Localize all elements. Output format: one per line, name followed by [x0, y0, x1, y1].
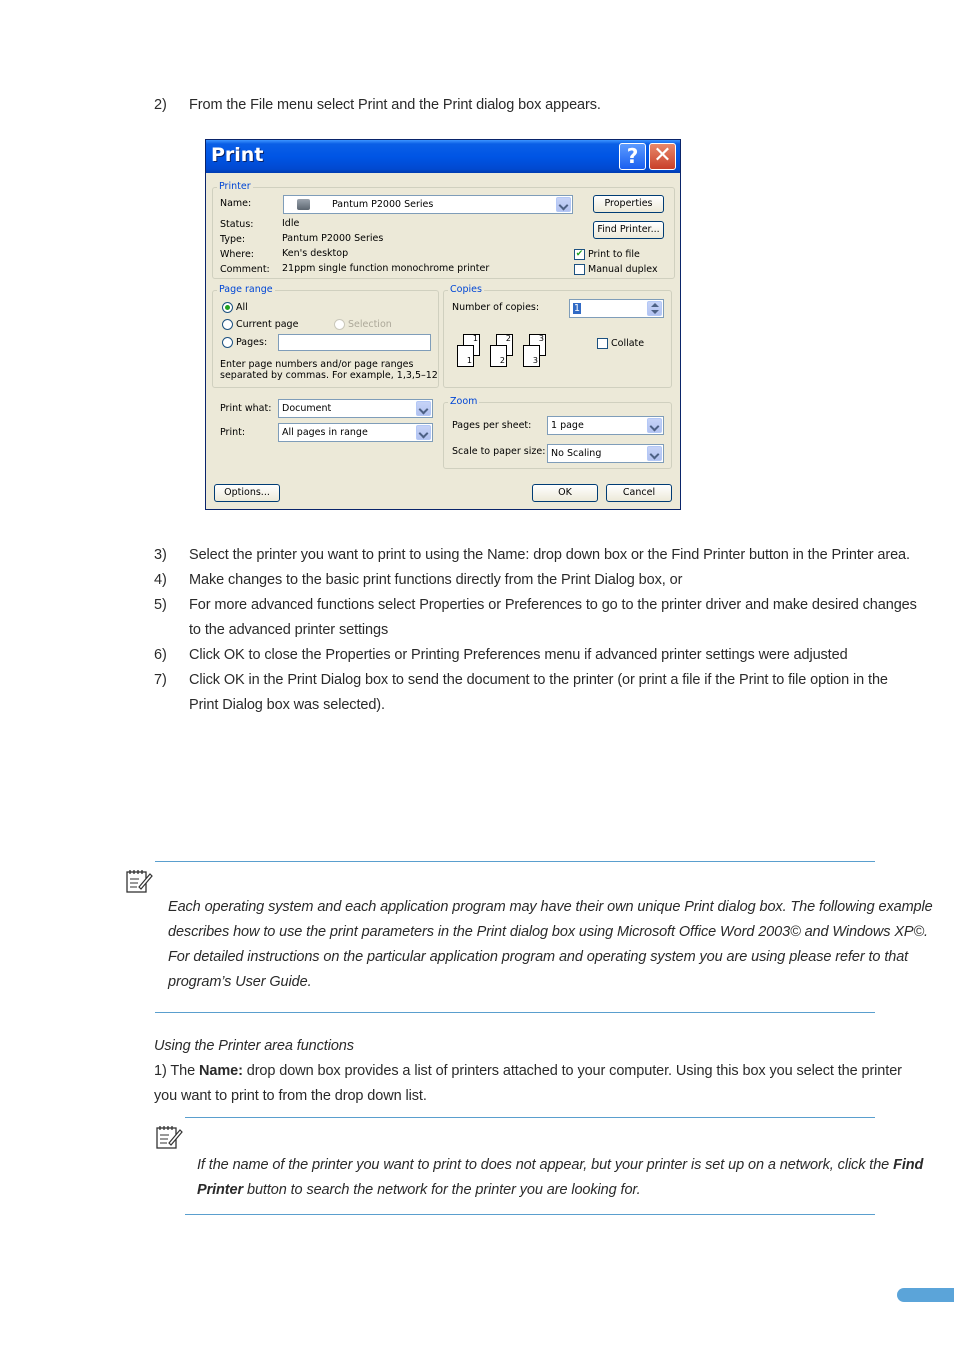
step-number: 4) — [154, 572, 167, 588]
selection-label: Selection — [348, 319, 392, 330]
help-button[interactable] — [619, 143, 646, 170]
chevron-down-icon[interactable] — [647, 446, 662, 461]
print-label: Print: — [220, 427, 246, 438]
close-button[interactable] — [649, 143, 676, 170]
properties-button[interactable]: Properties — [593, 195, 664, 213]
note-1-line-2: describes how to use the print parameters in the Print dialog box using Microsoft Office Word 2003© and Windows XP©. — [168, 924, 928, 940]
note-pad-icon — [125, 868, 153, 894]
comment-label: Comment: — [220, 264, 270, 275]
printer-name-value: Pantum P2000 Series — [332, 199, 434, 210]
collate-page-1-back: 1 — [463, 334, 480, 356]
collate-page-2-front: 2 — [490, 345, 507, 367]
number-of-copies-label: Number of copies: — [452, 302, 540, 313]
chevron-down-icon[interactable] — [647, 418, 662, 433]
chevron-down-icon[interactable] — [416, 401, 431, 416]
status-value: Idle — [282, 218, 300, 229]
note-1-line-3: For detailed instructions on the particular application program and operating system you are using please refer to that — [168, 949, 909, 965]
chevron-down-icon[interactable] — [416, 425, 431, 440]
note-1-line-1: Each operating system and each application program may have their own unique Print dialog box. The following example — [168, 899, 933, 915]
printer-name-dropdown[interactable] — [283, 195, 573, 214]
where-label: Where: — [220, 249, 255, 260]
all-radio[interactable] — [222, 302, 233, 313]
printer-group-legend: Printer — [219, 181, 251, 192]
collate-page-3-back: 3 — [529, 334, 546, 356]
selection-radio[interactable] — [334, 319, 345, 330]
pages-label: Pages: — [236, 337, 268, 348]
scale-dropdown[interactable] — [547, 444, 664, 463]
dialog-title: Print — [211, 144, 264, 166]
paragraph-rest: drop down box provides a list of printers attached to your computer. Using this box you select the printer — [242, 1063, 902, 1079]
collate-page-1-front: 1 — [457, 345, 474, 367]
zoom-legend: Zoom — [450, 396, 478, 407]
cancel-button[interactable]: Cancel — [606, 484, 672, 502]
copies-legend: Copies — [450, 284, 482, 295]
paragraph-prefix: 1) The — [154, 1063, 199, 1079]
where-value: Ken's desktop — [282, 248, 349, 259]
name-term: Name: — [198, 1063, 243, 1079]
section-paragraph-line-1 — [154, 1059, 902, 1084]
spin-buttons[interactable] — [647, 301, 662, 316]
step-text-line-1: Click OK in the Print Dialog box to send the document to the printer (or print a file if the Print to file option in the — [189, 672, 888, 688]
collate-page-3-front: 3 — [523, 345, 540, 367]
step-text: Select the printer you want to print to using the Name: drop down box or the Find Printer button in the Printer area. — [189, 547, 910, 563]
pages-radio[interactable] — [222, 337, 233, 348]
options-button[interactable]: Options... — [214, 484, 280, 502]
print-what-dropdown[interactable] — [278, 399, 433, 418]
section-heading: Using the Printer area functions — [154, 1038, 354, 1054]
type-value: Pantum P2000 Series — [282, 233, 384, 244]
note-2-bottom-rule — [185, 1214, 875, 1215]
pages-per-sheet-dropdown[interactable] — [547, 416, 664, 435]
dialog-titlebar[interactable] — [206, 140, 680, 173]
note-2-line-1 — [197, 1153, 923, 1178]
find-term: Find — [893, 1157, 924, 1173]
step-number: 2) — [154, 97, 167, 113]
printer-term: Printer — [197, 1182, 244, 1198]
step-text: Click OK to close the Properties or Printing Preferences menu if advanced printer settings were adjusted — [189, 647, 848, 663]
number-of-copies-spinner[interactable] — [569, 299, 664, 318]
collate-checkbox[interactable] — [597, 338, 608, 349]
note-2-text: button to search the network for the printer you are looking for. — [243, 1182, 641, 1198]
note-1-bottom-rule — [155, 1012, 875, 1013]
print-dialog — [205, 139, 681, 510]
note-pad-icon — [155, 1124, 183, 1150]
note-2-line-2 — [197, 1178, 641, 1203]
print-what-label: Print what: — [220, 403, 272, 414]
note-2-top-rule — [185, 1117, 875, 1118]
page-range-legend: Page range — [219, 284, 273, 295]
step-number: 6) — [154, 647, 167, 663]
ok-button[interactable]: OK — [532, 484, 598, 502]
step-text: Make changes to the basic print functions directly from the Print Dialog box, or — [189, 572, 683, 588]
collate-label: Collate — [611, 338, 645, 349]
collate-page-2-back: 2 — [496, 334, 513, 356]
pages-per-sheet-value: 1 page — [551, 420, 584, 431]
manual-duplex-checkbox[interactable] — [574, 264, 585, 275]
step-text-line-2: to the advanced printer settings — [189, 622, 389, 638]
note-1-line-4: program’s User Guide. — [168, 974, 312, 990]
scale-label: Scale to paper size: — [452, 446, 546, 457]
chevron-down-icon[interactable] — [556, 197, 571, 212]
spin-down-icon[interactable] — [651, 310, 659, 314]
find-printer-button[interactable]: Find Printer... — [593, 221, 664, 239]
close-icon: ✕ — [653, 143, 672, 168]
spin-up-icon[interactable] — [651, 303, 659, 307]
current-page-label: Current page — [236, 319, 299, 330]
step-text-line-2: Print Dialog box was selected). — [189, 697, 385, 713]
print-to-file-checkbox[interactable]: ✔ — [575, 249, 584, 259]
page-range-help-line-1: Enter page numbers and/or page ranges — [220, 359, 414, 370]
note-2-text: If the name of the printer you want to print to does not appear, but your printer is set up on a network, click the — [197, 1157, 894, 1173]
print-range-dropdown[interactable] — [278, 423, 433, 442]
note-1-top-rule — [155, 861, 875, 862]
step-text-line-1: For more advanced functions select Properties or Preferences to go to the printer driver and make desired changes — [189, 597, 917, 613]
print-to-file-label: Print to file — [588, 249, 640, 260]
manual-duplex-label: Manual duplex — [588, 264, 658, 275]
number-of-copies-value: 1 — [574, 303, 581, 314]
status-label: Status: — [220, 219, 254, 230]
step-text: From the File menu select Print and the Print dialog box appears. — [189, 97, 601, 113]
page-number-tab — [897, 1288, 954, 1302]
all-label: All — [236, 302, 248, 313]
step-number: 3) — [154, 547, 167, 563]
type-label: Type: — [220, 234, 246, 245]
help-icon: ? — [626, 144, 639, 168]
pages-input[interactable] — [278, 334, 431, 351]
step-number: 7) — [154, 672, 167, 688]
page-range-help-line-2: separated by commas. For example, 1,3,5–12 — [220, 370, 438, 381]
print-what-value: Document — [282, 403, 332, 414]
current-page-radio[interactable] — [222, 319, 233, 330]
printer-icon — [297, 199, 310, 210]
section-paragraph-line-2: you want to print to from the drop down list. — [154, 1088, 427, 1104]
step-number: 5) — [154, 597, 167, 613]
print-range-value: All pages in range — [282, 427, 368, 438]
pages-per-sheet-label: Pages per sheet: — [452, 420, 532, 431]
name-label: Name: — [220, 198, 252, 209]
scale-value: No Scaling — [551, 448, 602, 459]
comment-value: 21ppm single function monochrome printer — [282, 263, 490, 274]
